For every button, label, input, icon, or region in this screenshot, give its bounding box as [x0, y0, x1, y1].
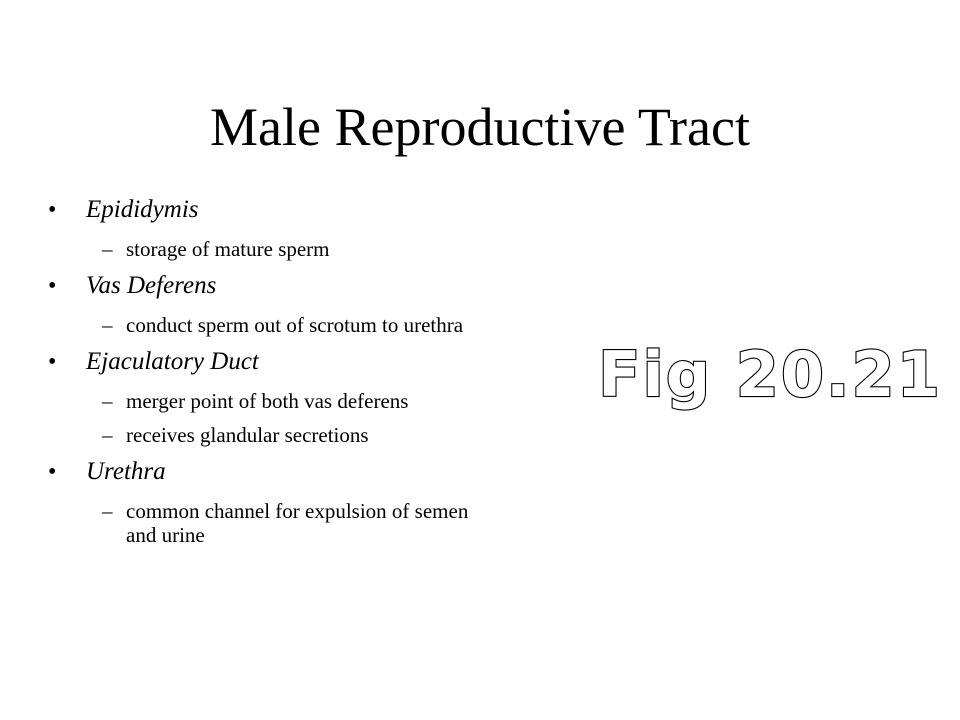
- bullet-item: [48, 193, 498, 227]
- sub-item: [48, 237, 476, 261]
- sub-text: receives glandular secretions: [126, 423, 369, 447]
- bullet-marker: •: [48, 349, 57, 375]
- sub-text: conduct sperm out of scrotum to urethra: [126, 313, 464, 337]
- dash-marker: –: [102, 313, 113, 337]
- dash-marker: –: [102, 237, 113, 261]
- bullet-item: [48, 269, 498, 303]
- sub-text: merger point of both vas deferens: [126, 389, 409, 413]
- sub-item: [48, 423, 476, 447]
- bullet-label: Ejaculatory Duct: [86, 348, 259, 375]
- bullet-item: [48, 455, 498, 489]
- sub-item: [48, 389, 476, 413]
- bullet-list: [48, 193, 498, 547]
- bullet-marker: •: [48, 197, 57, 223]
- sub-item: [48, 499, 476, 547]
- bullet-label: Epididymis: [86, 196, 199, 223]
- bullet-item: [48, 345, 498, 379]
- bullet-marker: •: [48, 459, 57, 485]
- slide-title: Male Reproductive Tract: [210, 97, 750, 157]
- figure-reference-art: [598, 334, 942, 424]
- dash-marker: –: [102, 423, 113, 447]
- dash-marker: –: [102, 499, 113, 523]
- sub-item: [48, 313, 476, 337]
- bullet-label: Urethra: [86, 458, 166, 485]
- dash-marker: –: [102, 389, 113, 413]
- bullet-label: Vas Deferens: [86, 272, 217, 299]
- bullet-marker: •: [48, 273, 57, 299]
- sub-text: common channel for expulsion of semen and urine: [126, 499, 469, 547]
- figure-reference: [598, 334, 942, 424]
- figure-reference-text: Fig 20.21: [598, 338, 942, 411]
- sub-text: storage of mature sperm: [126, 237, 330, 261]
